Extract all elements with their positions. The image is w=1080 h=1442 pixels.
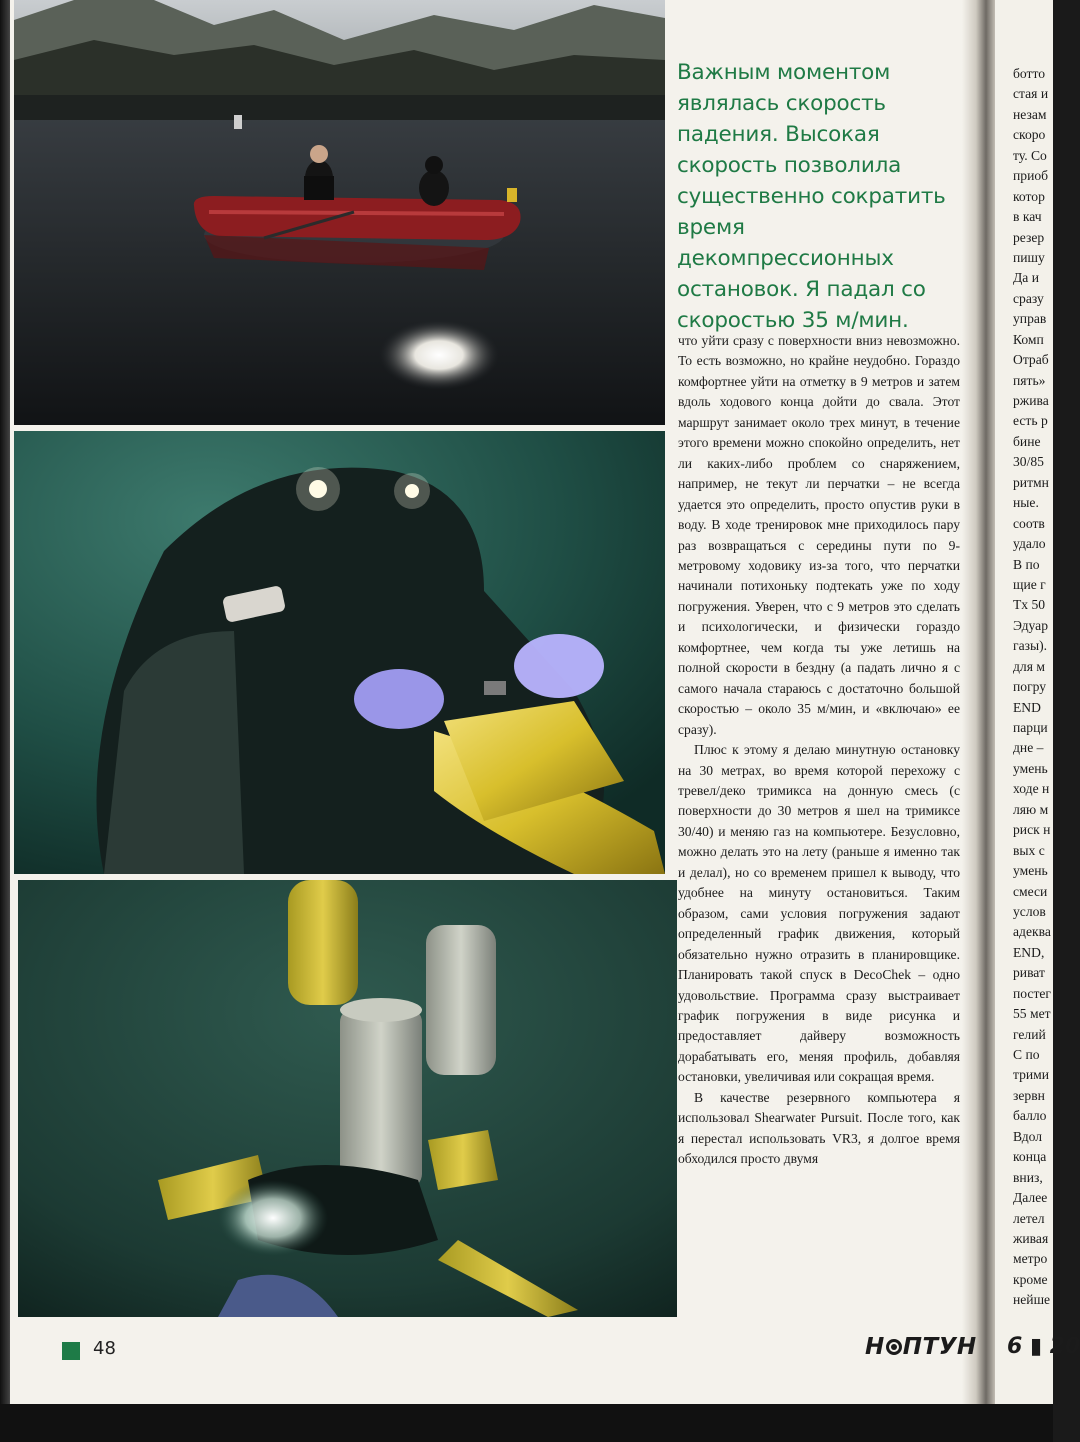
right-page-line: 30/85 bbox=[1013, 454, 1044, 470]
right-page-line: газы). bbox=[1013, 638, 1048, 654]
diver-closeup-photo bbox=[14, 431, 665, 874]
right-page-line: ные. bbox=[1013, 495, 1039, 511]
right-page-line: смеси bbox=[1013, 883, 1048, 899]
right-page-line: умень bbox=[1013, 760, 1048, 776]
right-page-line: погру bbox=[1013, 679, 1047, 695]
right-page-line: услов bbox=[1013, 903, 1046, 919]
right-page-line: балло bbox=[1013, 1108, 1047, 1124]
right-page-line: соотв bbox=[1013, 515, 1045, 531]
right-page-line: удало bbox=[1013, 536, 1046, 552]
right-page-line: гелий bbox=[1013, 1026, 1046, 1042]
right-page-line: щие г bbox=[1013, 576, 1046, 592]
article-body bbox=[678, 331, 960, 1170]
right-page-line: В по bbox=[1013, 556, 1040, 572]
right-page-line: дне – bbox=[1013, 740, 1044, 756]
right-page-line: нейше bbox=[1013, 1292, 1051, 1308]
right-page-line: управ bbox=[1013, 311, 1047, 327]
right-page-line: ржива bbox=[1013, 393, 1049, 408]
issue-number: 6 ▮ 20 bbox=[1007, 1334, 1080, 1359]
page-marker-square bbox=[62, 1342, 80, 1360]
right-page-line: зервн bbox=[1013, 1087, 1045, 1103]
right-page-line: пять» bbox=[1013, 372, 1046, 388]
right-page-line: 55 мет bbox=[1013, 1006, 1051, 1022]
right-page-line: вниз, bbox=[1013, 1169, 1043, 1185]
right-page-line: скоро bbox=[1013, 127, 1046, 143]
right-page-line: для м bbox=[1013, 658, 1045, 674]
logo-eye-icon bbox=[886, 1339, 902, 1355]
body-paragraph: что уйти сразу с поверхности вниз невозможно. То есть возможно, но крайне неудобно. Гораздо комфортнее уйти на отметку в 9 метров и затем вдоль ходового конца дойти до свала. Этот маршрут занимает около трех минут, в течение этого времени можно спокойно определить, нет ли каких-либо проблем со снаряжением, например, не текут ли перчатки – не всегда удается это определить, просто опустив руки в воду. В ходе тренировок мне приходилось пару раз возвращаться с середины пути по 9-метровому ходовику из-за того, что перчатки начинали потихоньку подтекать уже по ходу погружения. Уверен, что с 9 метров это сделать и психологически, и физически гораздо комфортнее, чем когда ты уже летишь на полной скорости в бездну (а падать лично я с самого начала стараюсь с достаточно большой скоростью – около 35 м/мин, и «включаю» ее сразу). bbox=[678, 333, 960, 737]
right-page-line: ритмн bbox=[1013, 474, 1049, 490]
right-page-line: умень bbox=[1013, 863, 1048, 879]
right-page-line: стая и bbox=[1013, 86, 1049, 102]
right-page-line: незам bbox=[1013, 106, 1047, 122]
right-page-line: есть р bbox=[1013, 413, 1048, 429]
right-page-line: трими bbox=[1013, 1067, 1050, 1083]
right-page-line: живая bbox=[1013, 1230, 1049, 1246]
right-page-line: ляю м bbox=[1013, 801, 1049, 817]
right-page-line: адеква bbox=[1013, 924, 1051, 940]
right-page-line: конца bbox=[1013, 1149, 1047, 1165]
pull-quote: Важным моментом являлась скорость падения. Высокая скорость позволила существенно сократить время декомпрессионных остановок. Я падал со скоростью 35 м/мин. bbox=[677, 60, 946, 333]
right-page-line: парци bbox=[1013, 720, 1048, 735]
right-page-line: Вдол bbox=[1013, 1128, 1043, 1144]
right-page-line: бине bbox=[1013, 433, 1041, 449]
right-page-line: Эдуар bbox=[1013, 617, 1048, 633]
right-page-line: резер bbox=[1013, 229, 1045, 245]
scan-bottom-edge bbox=[0, 1404, 1053, 1442]
diver-descent-photo bbox=[18, 880, 677, 1317]
right-page-line: Далее bbox=[1013, 1190, 1048, 1206]
magazine-logo: Н ПТУН bbox=[865, 1334, 977, 1360]
right-page-line: вых с bbox=[1013, 842, 1045, 858]
right-page-line: С по bbox=[1013, 1047, 1040, 1062]
body-paragraph: Плюс к этому я делаю минутную остановку на 30 метрах, во время которой перехожу с тревел/деко тримикса на донную смесь (с поверхности до 30 метров я шел на тримиксе 30/40) и меняю газ на компьютере. Безусловно, можно делать это на лету (раньше я именно так и делал), но со временем пришел к выводу, что удобнее на минуту остановиться. Таким образом, сами условия погружения задают определенный график движения, который обязательно нужно отразить в планировщике. Планировать такой спуск в DecoChek – одно удовольствие. Программа сразу выстраивает график погружения в виде рисунка и предоставляет дайверу возможность дорабатывать его, меняя профиль, добавляя остановки, увеличивая или сокращая время. bbox=[678, 742, 960, 1085]
right-page-line: в кач bbox=[1013, 209, 1042, 225]
right-page-line: Комп bbox=[1013, 331, 1044, 347]
right-page-line: кроме bbox=[1013, 1271, 1048, 1287]
right-page-line: метро bbox=[1013, 1251, 1048, 1267]
right-page-line: Да и bbox=[1013, 270, 1039, 286]
right-page-line: котор bbox=[1013, 188, 1045, 204]
right-page-line: END bbox=[1013, 699, 1041, 715]
right-page-line: пишу bbox=[1013, 249, 1045, 265]
right-page-line: Отраб bbox=[1013, 352, 1049, 368]
right-page-text-column bbox=[1013, 64, 1053, 1311]
right-page-line: постег bbox=[1013, 985, 1051, 1001]
right-page-line: летел bbox=[1013, 1210, 1045, 1226]
right-page-line: ходе н bbox=[1013, 781, 1050, 797]
right-page-line: ту. Со bbox=[1013, 147, 1047, 163]
page-number: 48 bbox=[93, 1338, 116, 1359]
lake-boat-photo bbox=[14, 0, 665, 425]
body-paragraph: В качестве резервного компьютера я использовал Shearwater Pursuit. После того, как я перестал использовать VR3, я долгое время обходился просто двумя bbox=[678, 1089, 960, 1167]
right-page-line: приоб bbox=[1013, 168, 1049, 184]
right-page-line: риват bbox=[1013, 965, 1045, 981]
right-page-line: Tx 50 bbox=[1013, 597, 1046, 613]
right-page-line: END, bbox=[1013, 944, 1045, 960]
right-page-line: ботто bbox=[1013, 66, 1046, 81]
right-page-line: риск н bbox=[1013, 822, 1051, 838]
right-page-line: сразу bbox=[1013, 290, 1044, 306]
